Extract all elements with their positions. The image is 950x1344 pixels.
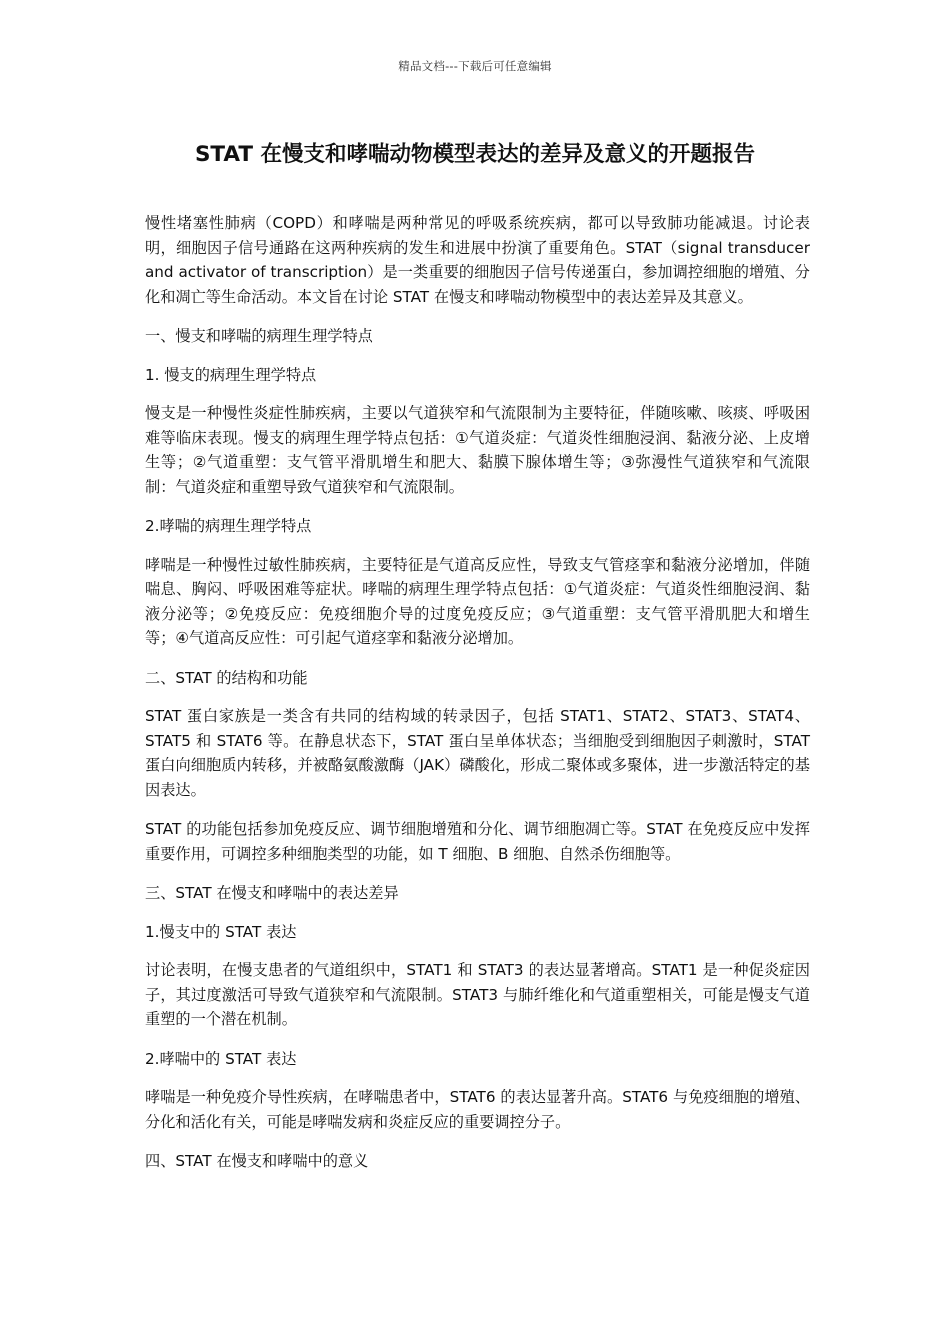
section-heading-4: 四、STAT 在慢支和哮喘中的意义	[145, 1152, 369, 1170]
page-header-note: 精品文档---下载后可任意编辑	[398, 59, 552, 73]
subsection-heading-1-2: 2.哮喘的病理生理学特点	[145, 517, 312, 535]
subsection-heading-3-1: 1.慢支中的 STAT 表达	[145, 922, 297, 941]
paragraph-copd-stat-expression: 讨论表明，在慢支患者的气道组织中，STAT1 和 STAT3 的表达显著增高。STAT1 是一种促炎症因子，其过度激活可导致气道狭窄和气流限制。STAT3 与肺纤维化和气道重塑相关，可能是慢支气道重塑的一个潜在机制。	[145, 961, 810, 1028]
intro-paragraph: 慢性堵塞性肺病（COPD）和哮喘是两种常见的呼吸系统疾病，都可以导致肺功能减退。讨论表明，细胞因子信号通路在这两种疾病的发生和进展中扮演了重要角色。STAT（signal transducer and activator of transcription）是一类重要的细胞因子信号传递蛋白，参加调控细胞的增殖、分化和凋亡等生命活动。本文旨在讨论 STAT 在慢支和哮喘动物模型中的表达差异及其意义。	[145, 214, 810, 306]
paragraph-stat-structure: STAT 蛋白家族是一类含有共同的结构域的转录因子，包括 STAT1、STAT2、STAT3、STAT4、STAT5 和 STAT6 等。在静息状态下，STAT 蛋白呈单体状态；当细胞受到细胞因子刺激时，STAT 蛋白向细胞质内转移，并被酪氨酸激酶（JAK）磷酸化，形成二聚体或多聚体，进一步激活特定的基因表达。	[145, 707, 810, 799]
section-heading-3: 三、STAT 在慢支和哮喘中的表达差异	[145, 884, 399, 902]
section-heading-2: 二、STAT 的结构和功能	[145, 668, 308, 687]
document-title: STAT 在慢支和哮喘动物模型表达的差异及意义的开题报告	[194, 142, 756, 167]
paragraph-asthma-stat-expression: 哮喘是一种免疫介导性疾病，在哮喘患者中，STAT6 的表达显著升高。STAT6 与免疫细胞的增殖、分化和活化有关，可能是哮喘发病和炎症反应的重要调控分子。	[145, 1088, 810, 1131]
paragraph-copd-pathophysiology: 慢支是一种慢性炎症性肺疾病，主要以气道狭窄和气流限制为主要特征，伴随咳嗽、咳痰、呼吸困难等临床表现。慢支的病理生理学特点包括：①气道炎症：气道炎性细胞浸润、黏液分泌、上皮增生等；②气道重塑：支气管平滑肌增生和肥大、黏膜下腺体增生等；③弥漫性气道狭窄和气流限制：气道炎症和重塑导致气道狭窄和气流限制。	[145, 404, 810, 496]
subsection-heading-3-2: 2.哮喘中的 STAT 表达	[145, 1049, 297, 1068]
document-body	[145, 211, 810, 1188]
section-heading-1: 一、慢支和哮喘的病理生理学特点	[145, 327, 373, 345]
subsection-heading-1-1: 1. 慢支的病理生理学特点	[145, 365, 317, 384]
paragraph-stat-function: STAT 的功能包括参加免疫反应、调节细胞增殖和分化、调节细胞凋亡等。STAT 在免疫反应中发挥重要作用，可调控多种细胞类型的功能，如 T 细胞、B 细胞、自然杀伤细胞等。	[145, 820, 810, 863]
paragraph-asthma-pathophysiology: 哮喘是一种慢性过敏性肺疾病，主要特征是气道高反应性，导致支气管痉挛和黏液分泌增加，伴随喘息、胸闷、呼吸困难等症状。哮喘的病理生理学特点包括：①气道炎症：气道炎性细胞浸润、黏液分泌等；②免疫反应：免疫细胞介导的过度免疫反应；③气道重塑：支气管平滑肌肥大和增生等；④气道高反应性：可引起气道痉挛和黏液分泌增加。	[145, 555, 810, 647]
